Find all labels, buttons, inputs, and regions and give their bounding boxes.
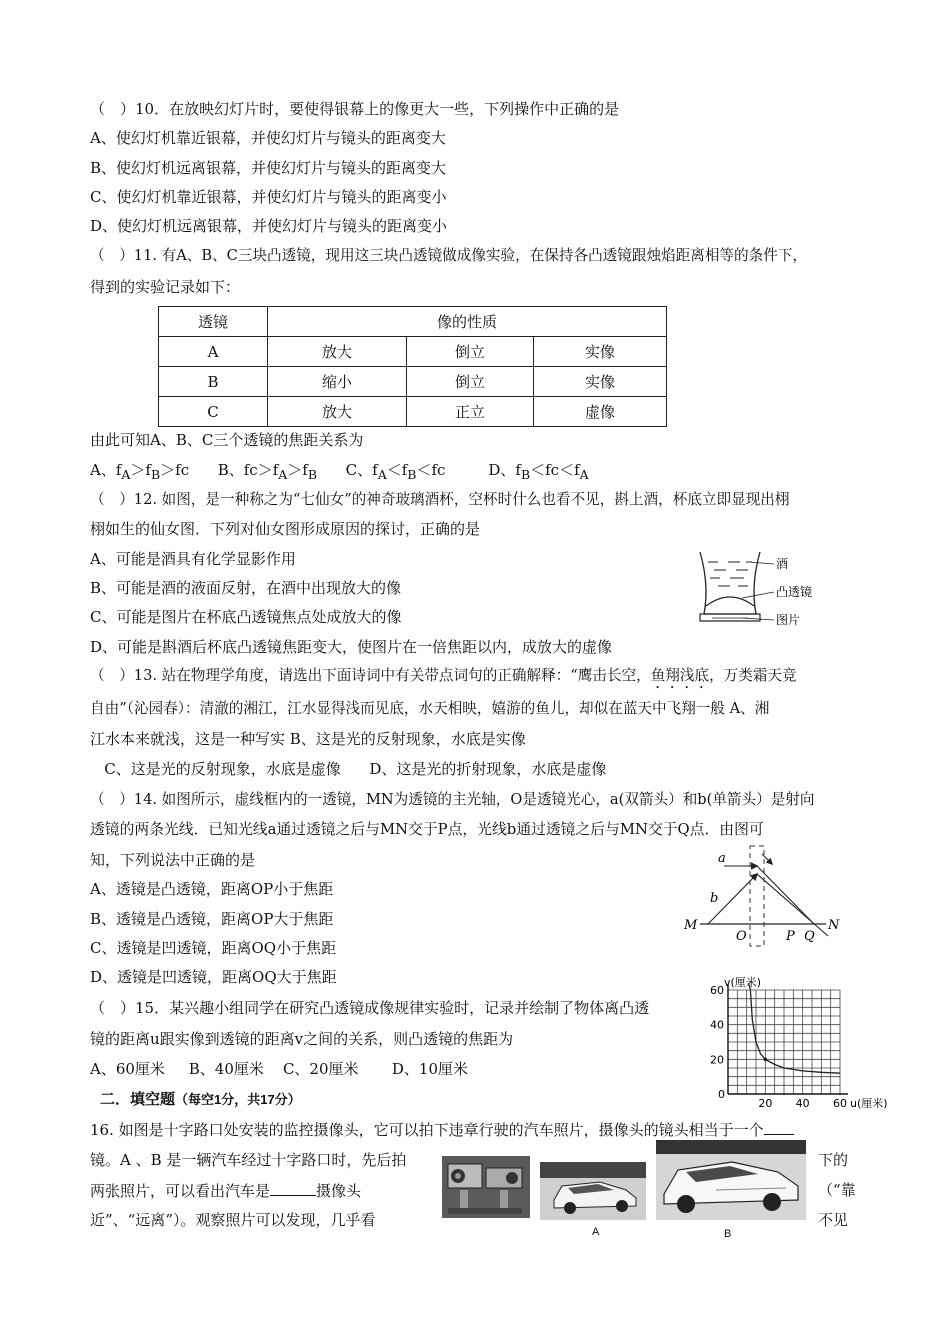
q13-line2: 自由”（沁园春）：清澈的湘江，江水显得浅而见底，水天相映，嬉游的鱼儿，却似在蓝天中飞翔一般 A、湘 <box>90 700 770 717</box>
chart-x-tick-label: 60 <box>833 1097 847 1110</box>
q16-blank-1[interactable] <box>764 1119 794 1135</box>
q14-option-a: A、透镜是凸透镜，距离OP小于焦距 <box>90 880 334 898</box>
q11-conclusion: 由此可知A、B、C三个透镜的焦距关系为 <box>90 431 364 449</box>
q12-option-d: D、可能是斟酒后杯底凸透镜焦距变大，使图片在一倍焦距以内，成放大的虚像 <box>90 638 613 656</box>
chart-y-tick-label: 20 <box>710 1053 724 1067</box>
label-o: O <box>736 929 747 944</box>
table-row <box>159 367 667 397</box>
table-cell-kind: 实像 <box>534 337 667 367</box>
q10-option-c: C、使幻灯机靠近银幕，并使幻灯片与镜头的距离变小 <box>90 188 447 206</box>
chart-y-tick-label: 60 <box>710 984 724 997</box>
chart-grid <box>728 990 840 1094</box>
label-p: P <box>786 929 795 944</box>
q14-option-c: C、透镜是凹透镜，距离OQ小于焦距 <box>90 939 337 957</box>
q16-line3-left: 两张照片，可以看出汽车是 摄像头 <box>90 1182 362 1200</box>
label-m: M <box>684 918 698 933</box>
q10-option-b: B、使幻灯机远离银幕，并使幻灯片与镜头的距离变大 <box>90 159 447 177</box>
chart-ticks <box>710 984 847 1110</box>
q13-line4: C、这是光的反射现象，水底是虚像 D、这是光的折射现象，水底是虚像 <box>90 760 607 778</box>
cup-left-wall <box>700 552 706 614</box>
section2-heading <box>100 1090 301 1110</box>
photo-caption-a: A <box>592 1226 600 1238</box>
chart-y-tick-label: 0 <box>718 1088 725 1101</box>
q11-option-d: D、$f_B<fc<f_A$ <box>488 461 589 482</box>
label-a: a <box>718 851 726 866</box>
table-cell-orientation: 倒立 <box>407 367 534 397</box>
chart-marked-point <box>764 1058 768 1062</box>
label-lens: 凸透镜 <box>776 585 813 599</box>
q13-line3: 江水本来就浅，这是一种写实 B、这是光的反射现象，水底是实像 <box>90 730 526 748</box>
q14-line3: 知，下列说法中正确的是 <box>90 851 256 869</box>
q11-option-a: A、$f_A>f_B>fc$ <box>90 461 190 482</box>
table-row <box>159 397 667 427</box>
section2-note: （每空1分，共17分） <box>175 1092 301 1107</box>
chart-xlabel: u(厘米) <box>850 1097 888 1110</box>
car-photo-a <box>540 1162 646 1220</box>
chart-y-tick-label: 40 <box>710 1018 724 1032</box>
photo-caption-b: B <box>724 1228 732 1240</box>
table-cell-lens: A <box>159 337 268 367</box>
table-header-row <box>159 307 667 337</box>
chart-x-tick-label: 20 <box>758 1097 773 1110</box>
q10-option-d: D、使幻灯机远离银幕，并使幻灯片与镜头的距离变小 <box>90 217 448 235</box>
q11-stem-line2: 得到的实验记录如下： <box>90 278 241 296</box>
lens-rays-figure <box>680 840 850 950</box>
pointer-picture <box>742 618 774 620</box>
table-cell-orientation: 正立 <box>407 397 534 427</box>
q16-line4-left: 近”、“远离”）。观察照片可以发现，几乎看 <box>90 1211 376 1229</box>
cup-right-wall <box>754 552 760 614</box>
q12-option-b: B、可能是酒的液面反射，在酒中出现放大的像 <box>90 579 402 597</box>
q14-option-d: D、透镜是凹透镜，距离OQ大于焦距 <box>90 968 337 986</box>
q11-option-b: B、$fc>f_A>f_B$ <box>217 461 318 482</box>
q16-line3-right: （“靠 <box>818 1181 856 1199</box>
table-header-lens: 透镜 <box>159 307 268 337</box>
q16-blank-2[interactable] <box>270 1180 316 1196</box>
q15-line1: （ ）15．某兴趣小组同学在研究凸透镜成像规律实验时，记录并绘制了物体离凸透 <box>90 999 650 1017</box>
label-wine: 酒 <box>776 557 789 571</box>
chart-x-tick-label: 40 <box>795 1097 810 1110</box>
chart-ylabel: v(厘米) <box>724 976 762 989</box>
table-cell-kind: 虚像 <box>534 397 667 427</box>
q12-stem-line1: （ ）12. 如图，是一种称之为“七仙女”的神奇玻璃酒杯，空杯时什么也看不见，斟上酒，杯底立即显现出栩 <box>90 491 790 508</box>
ray-a-refracted <box>757 866 814 924</box>
label-picture: 图片 <box>776 613 801 627</box>
q16-line2-left: 镜。A 、B 是一辆汽车经过十字路口时，先后拍 <box>90 1151 407 1169</box>
wine-liquid <box>708 562 752 586</box>
table-cell-kind: 实像 <box>534 367 667 397</box>
table-row <box>159 337 667 367</box>
q12-stem-line2: 栩如生的仙女图．下列对仙女图形成原因的探讨，正确的是 <box>90 520 481 538</box>
car-photo-b <box>656 1140 806 1220</box>
q11-option-c: C、$f_A<f_B<fc$ <box>345 461 446 482</box>
lens-curve <box>706 597 754 606</box>
q16-line4-right: 不见 <box>818 1211 849 1229</box>
table-cell-size: 缩小 <box>268 367 407 397</box>
q15-options: A、60厘米 B、40厘米 C、20厘米 D、10厘米 <box>90 1060 468 1078</box>
table-cell-orientation: 倒立 <box>407 337 534 367</box>
ray-b-refracted <box>757 874 828 936</box>
q11-stem-line1: （ ）11. 有A、B、C三块凸透镜，现用这三块凸透镜做成像实验，在保持各凸透镜跟烛焰距离相等的条件下， <box>90 247 808 264</box>
q13-line1: （ ）13. 站在物理学角度，请选出下面诗词中有关带点词句的正确解释：“鹰击长空，鱼翔浅底，万类霜天竞 <box>90 667 797 684</box>
dotted-phrase: 鱼翔浅底 <box>650 667 710 684</box>
q16-line2-right: 下的 <box>818 1151 849 1169</box>
table-cell-lens: C <box>159 397 268 427</box>
section2-title: 二．填空题 <box>100 1091 176 1108</box>
wine-cup-figure <box>690 548 830 633</box>
uv-chart <box>700 976 888 1110</box>
q11-options <box>90 460 589 485</box>
pointer-lens <box>742 592 774 598</box>
q12-option-c: C、可能是图片在杯底凸透镜焦点处成放大的像 <box>90 608 402 626</box>
table-cell-lens: B <box>159 367 268 397</box>
cup-base <box>700 614 760 621</box>
q10-option-a: A、使幻灯机靠近银幕，并使幻灯片与镜头的距离变大 <box>90 129 446 147</box>
chart-axes <box>728 984 848 1094</box>
label-q: Q <box>804 929 815 944</box>
q16-line1: 16. 如图是十字路口处安装的监控摄像头，它可以拍下违章行驶的汽车照片，摄像头的镜头相当于一个 <box>90 1119 794 1140</box>
table-cell-size: 放大 <box>268 337 407 367</box>
q14-line1: （ ）14. 如图所示，虚线框内的一透镜，MN为透镜的主光轴，O是透镜光心，a(双箭头）和b(单箭头）是射向 <box>90 791 815 808</box>
q12-option-a: A、可能是酒具有化学显影作用 <box>90 550 296 568</box>
q14-option-b: B、透镜是凸透镜，距离OP大于焦距 <box>90 910 334 928</box>
label-n: N <box>828 918 840 933</box>
label-b: b <box>710 891 719 906</box>
q14-line2: 透镜的两条光线．已知光线a通过透镜之后与MN交于P点，光线b通过透镜之后与MN交于Q点．由图可 <box>90 821 764 838</box>
lens-dashed-box <box>750 846 764 946</box>
camera-photo <box>442 1156 530 1218</box>
q15-line2: 镜的距离u跟实像到透镜的距离v之间的关系，则凸透镜的焦距为 <box>90 1030 514 1048</box>
table-cell-size: 放大 <box>268 397 407 427</box>
q11-results-table <box>158 306 667 427</box>
pointer-wine <box>748 562 774 564</box>
table-header-image: 像的性质 <box>268 307 667 337</box>
q10-stem: （ ）10．在放映幻灯片时，要使得银幕上的像更大一些，下列操作中正确的是 <box>90 100 620 118</box>
